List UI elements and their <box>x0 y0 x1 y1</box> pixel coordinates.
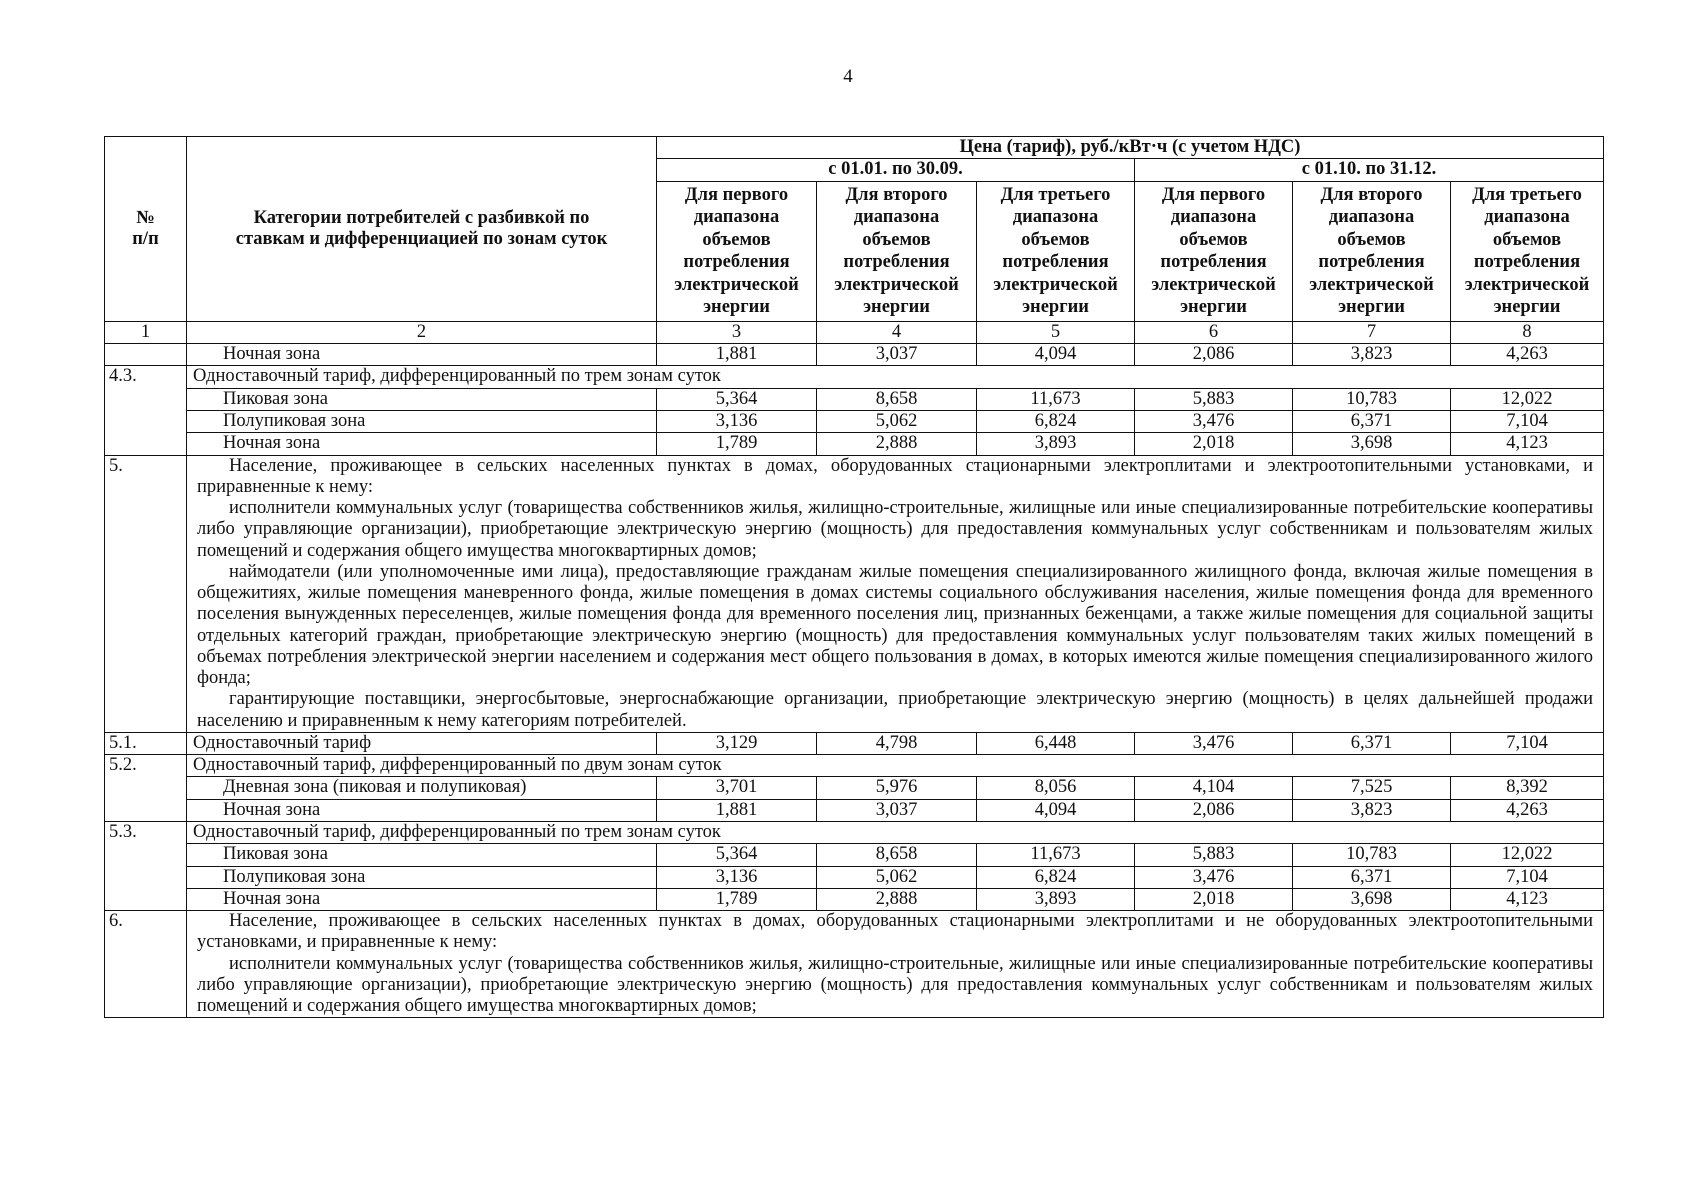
price-cell: 4,123 <box>1451 888 1604 910</box>
price-cell: 1,789 <box>657 888 817 910</box>
price-cell: 6,371 <box>1293 866 1451 888</box>
column-index-row <box>105 321 1604 343</box>
price-cell: 3,136 <box>657 410 817 432</box>
column-index: 4 <box>817 321 977 343</box>
header-price: Цена (тариф), руб./кВт·ч (с учетом НДС) <box>657 137 1604 159</box>
row-name: Ночная зона <box>187 433 657 455</box>
row-name: Полупиковая зона <box>187 866 657 888</box>
row-name: Пиковая зона <box>187 844 657 866</box>
price-cell: 7,525 <box>1293 777 1451 799</box>
price-cell: 12,022 <box>1451 844 1604 866</box>
header-category: Категории потребителей с разбивкой по ставкам и дифференциацией по зонам суток <box>187 137 657 322</box>
price-cell: 11,673 <box>977 844 1135 866</box>
section-row-5 <box>105 455 1604 732</box>
price-cell: 3,129 <box>657 732 817 754</box>
header-col-5: Для третьего диапазона объемов потребления электрической энергии <box>977 181 1135 321</box>
tariff-table <box>104 136 1604 1018</box>
tariff-table-container <box>104 136 1603 1018</box>
paragraph: гарантирующие поставщики, энергосбытовые, энергоснабжающие организации, приобретающие электрическую энергию (мощность) в целях дальнейшей продажи населению и приравненным к нему категориям потребителей. <box>197 689 1593 731</box>
price-cell: 5,364 <box>657 388 817 410</box>
price-cell: 7,104 <box>1451 410 1604 432</box>
price-cell: 3,476 <box>1135 732 1293 754</box>
row-name: Полупиковая зона <box>187 410 657 432</box>
price-cell: 3,476 <box>1135 866 1293 888</box>
header-row-1 <box>105 137 1604 159</box>
price-cell: 6,824 <box>977 866 1135 888</box>
price-cell: 5,062 <box>817 866 977 888</box>
row-name: Ночная зона <box>187 344 657 366</box>
price-cell: 6,824 <box>977 410 1135 432</box>
price-cell: 11,673 <box>977 388 1135 410</box>
section-code: 4.3. <box>105 366 187 455</box>
table-row <box>105 388 1604 410</box>
price-cell: 8,658 <box>817 844 977 866</box>
price-cell: 4,094 <box>977 799 1135 821</box>
section-code: 6. <box>105 911 187 1018</box>
section-row-6 <box>105 911 1604 1018</box>
price-cell: 5,062 <box>817 410 977 432</box>
price-cell: 1,881 <box>657 799 817 821</box>
price-cell: 5,976 <box>817 777 977 799</box>
price-cell: 7,104 <box>1451 866 1604 888</box>
price-cell: 3,701 <box>657 777 817 799</box>
price-cell: 3,893 <box>977 888 1135 910</box>
price-cell: 10,783 <box>1293 388 1451 410</box>
price-cell: 10,783 <box>1293 844 1451 866</box>
column-index: 8 <box>1451 321 1604 343</box>
section-code: 5.2. <box>105 755 187 822</box>
price-cell: 3,037 <box>817 344 977 366</box>
header-period-2: с 01.10. по 31.12. <box>1135 159 1604 181</box>
row-name: Ночная зона <box>187 799 657 821</box>
column-index: 6 <box>1135 321 1293 343</box>
section-row-5-2 <box>105 755 1604 777</box>
price-cell: 8,658 <box>817 388 977 410</box>
column-index: 1 <box>105 321 187 343</box>
price-cell: 5,364 <box>657 844 817 866</box>
row-name: Ночная зона <box>187 888 657 910</box>
header-col-6: Для первого диапазона объемов потребления электрической энергии <box>1135 181 1293 321</box>
price-cell: 3,037 <box>817 799 977 821</box>
row-name: Одноставочный тариф <box>187 732 657 754</box>
price-cell: 3,893 <box>977 433 1135 455</box>
price-cell: 5,883 <box>1135 388 1293 410</box>
price-cell: 6,448 <box>977 732 1135 754</box>
price-cell: 6,371 <box>1293 410 1451 432</box>
paragraph: исполнители коммунальных услуг (товарищества собственников жилья, жилищно-строительные, жилищные или иные специализированные потребительские кооперативы либо управляющие организации), приобретающие электрическую энергию (мощность) для предоставления коммунальных услуг собственникам и пользователям жилых помещений и содержания общего имущества многоквартирных домов; <box>197 498 1593 561</box>
column-index: 5 <box>977 321 1135 343</box>
price-cell: 8,392 <box>1451 777 1604 799</box>
section-title: Одноставочный тариф, дифференцированный по двум зонам суток <box>187 755 1604 777</box>
table-row <box>105 799 1604 821</box>
table-row <box>105 433 1604 455</box>
price-cell: 4,094 <box>977 344 1135 366</box>
header-col-8: Для третьего диапазона объемов потребления электрической энергии <box>1451 181 1604 321</box>
section-title: Одноставочный тариф, дифференцированный по трем зонам суток <box>187 822 1604 844</box>
price-cell: 1,789 <box>657 433 817 455</box>
row-name: Пиковая зона <box>187 388 657 410</box>
section-title: Одноставочный тариф, дифференцированный по трем зонам суток <box>187 366 1604 388</box>
price-cell: 2,086 <box>1135 344 1293 366</box>
price-cell: 3,476 <box>1135 410 1293 432</box>
price-cell: 6,371 <box>1293 732 1451 754</box>
price-cell: 3,823 <box>1293 344 1451 366</box>
price-cell: 2,018 <box>1135 433 1293 455</box>
price-cell: 2,086 <box>1135 799 1293 821</box>
price-cell: 8,056 <box>977 777 1135 799</box>
price-cell: 2,888 <box>817 888 977 910</box>
section-code: 5.1. <box>105 732 187 754</box>
price-cell: 7,104 <box>1451 732 1604 754</box>
price-cell: 3,698 <box>1293 888 1451 910</box>
section-description <box>187 911 1604 1018</box>
table-row <box>105 844 1604 866</box>
table-row <box>105 866 1604 888</box>
paragraph: Население, проживающее в сельских населенных пунктах в домах, оборудованных стационарными электроплитами и не оборудованных электроотопительными установками, и приравненные к нему: <box>197 911 1593 953</box>
price-cell: 3,698 <box>1293 433 1451 455</box>
column-index: 3 <box>657 321 817 343</box>
header-col-7: Для второго диапазона объемов потребления электрической энергии <box>1293 181 1451 321</box>
price-cell: 3,823 <box>1293 799 1451 821</box>
section-row-4-3 <box>105 366 1604 388</box>
paragraph: Население, проживающее в сельских населенных пунктах в домах, оборудованных стационарными электроплитами и электроотопительными установками, и приравненные к нему: <box>197 455 1593 497</box>
header-col-3: Для первого диапазона объемов потребления электрической энергии <box>657 181 817 321</box>
price-cell: 4,263 <box>1451 344 1604 366</box>
price-cell: 4,104 <box>1135 777 1293 799</box>
header-number: № п/п <box>105 137 187 322</box>
table-row <box>105 344 1604 366</box>
price-cell: 4,123 <box>1451 433 1604 455</box>
paragraph: исполнители коммунальных услуг (товарищества собственников жилья, жилищно-строительные, жилищные или иные специализированные потребительские кооперативы либо управляющие организации), приобретающие электрическую энергию (мощность) для предоставления коммунальных услуг собственникам и пользователям жилых помещений и содержания общего имущества многоквартирных домов; <box>197 953 1593 1017</box>
header-period-1: с 01.01. по 30.09. <box>657 159 1135 181</box>
price-cell: 2,018 <box>1135 888 1293 910</box>
price-cell: 4,263 <box>1451 799 1604 821</box>
row-name: Дневная зона (пиковая и полупиковая) <box>187 777 657 799</box>
price-cell: 1,881 <box>657 344 817 366</box>
table-row <box>105 888 1604 910</box>
price-cell: 5,883 <box>1135 844 1293 866</box>
page-number: 4 <box>843 66 853 87</box>
price-cell: 2,888 <box>817 433 977 455</box>
section-description <box>187 455 1604 732</box>
column-index: 7 <box>1293 321 1451 343</box>
table-row <box>105 732 1604 754</box>
table-row <box>105 777 1604 799</box>
price-cell: 4,798 <box>817 732 977 754</box>
table-row <box>105 410 1604 432</box>
column-index: 2 <box>187 321 657 343</box>
price-cell: 3,136 <box>657 866 817 888</box>
header-col-4: Для второго диапазона объемов потребления электрической энергии <box>817 181 977 321</box>
paragraph: наймодатели (или уполномоченные ими лица), предоставляющие гражданам жилые помещения специализированного жилищного фонда, включая жилые помещения в общежитиях, жилые помещения маневренного фонда, жилые помещения в домах системы социального обслуживания населения, жилые помещения фонда для временного поселения вынужденных переселенцев, жилые помещения фонда для временного поселения лиц, признанных беженцами, а также жилые помещения для социальной защиты отдельных категорий граждан, приобретающие электрическую энергию (мощность) для предоставления коммунальных услуг пользователям таких жилых помещений в объемах потребления электрической энергии населением и содержания мест общего пользования в домах, в которых имеются жилые помещения специализированного жилого фонда; <box>197 561 1593 689</box>
section-code: 5.3. <box>105 822 187 911</box>
section-row-5-3 <box>105 822 1604 844</box>
section-code: 5. <box>105 455 187 732</box>
price-cell: 12,022 <box>1451 388 1604 410</box>
